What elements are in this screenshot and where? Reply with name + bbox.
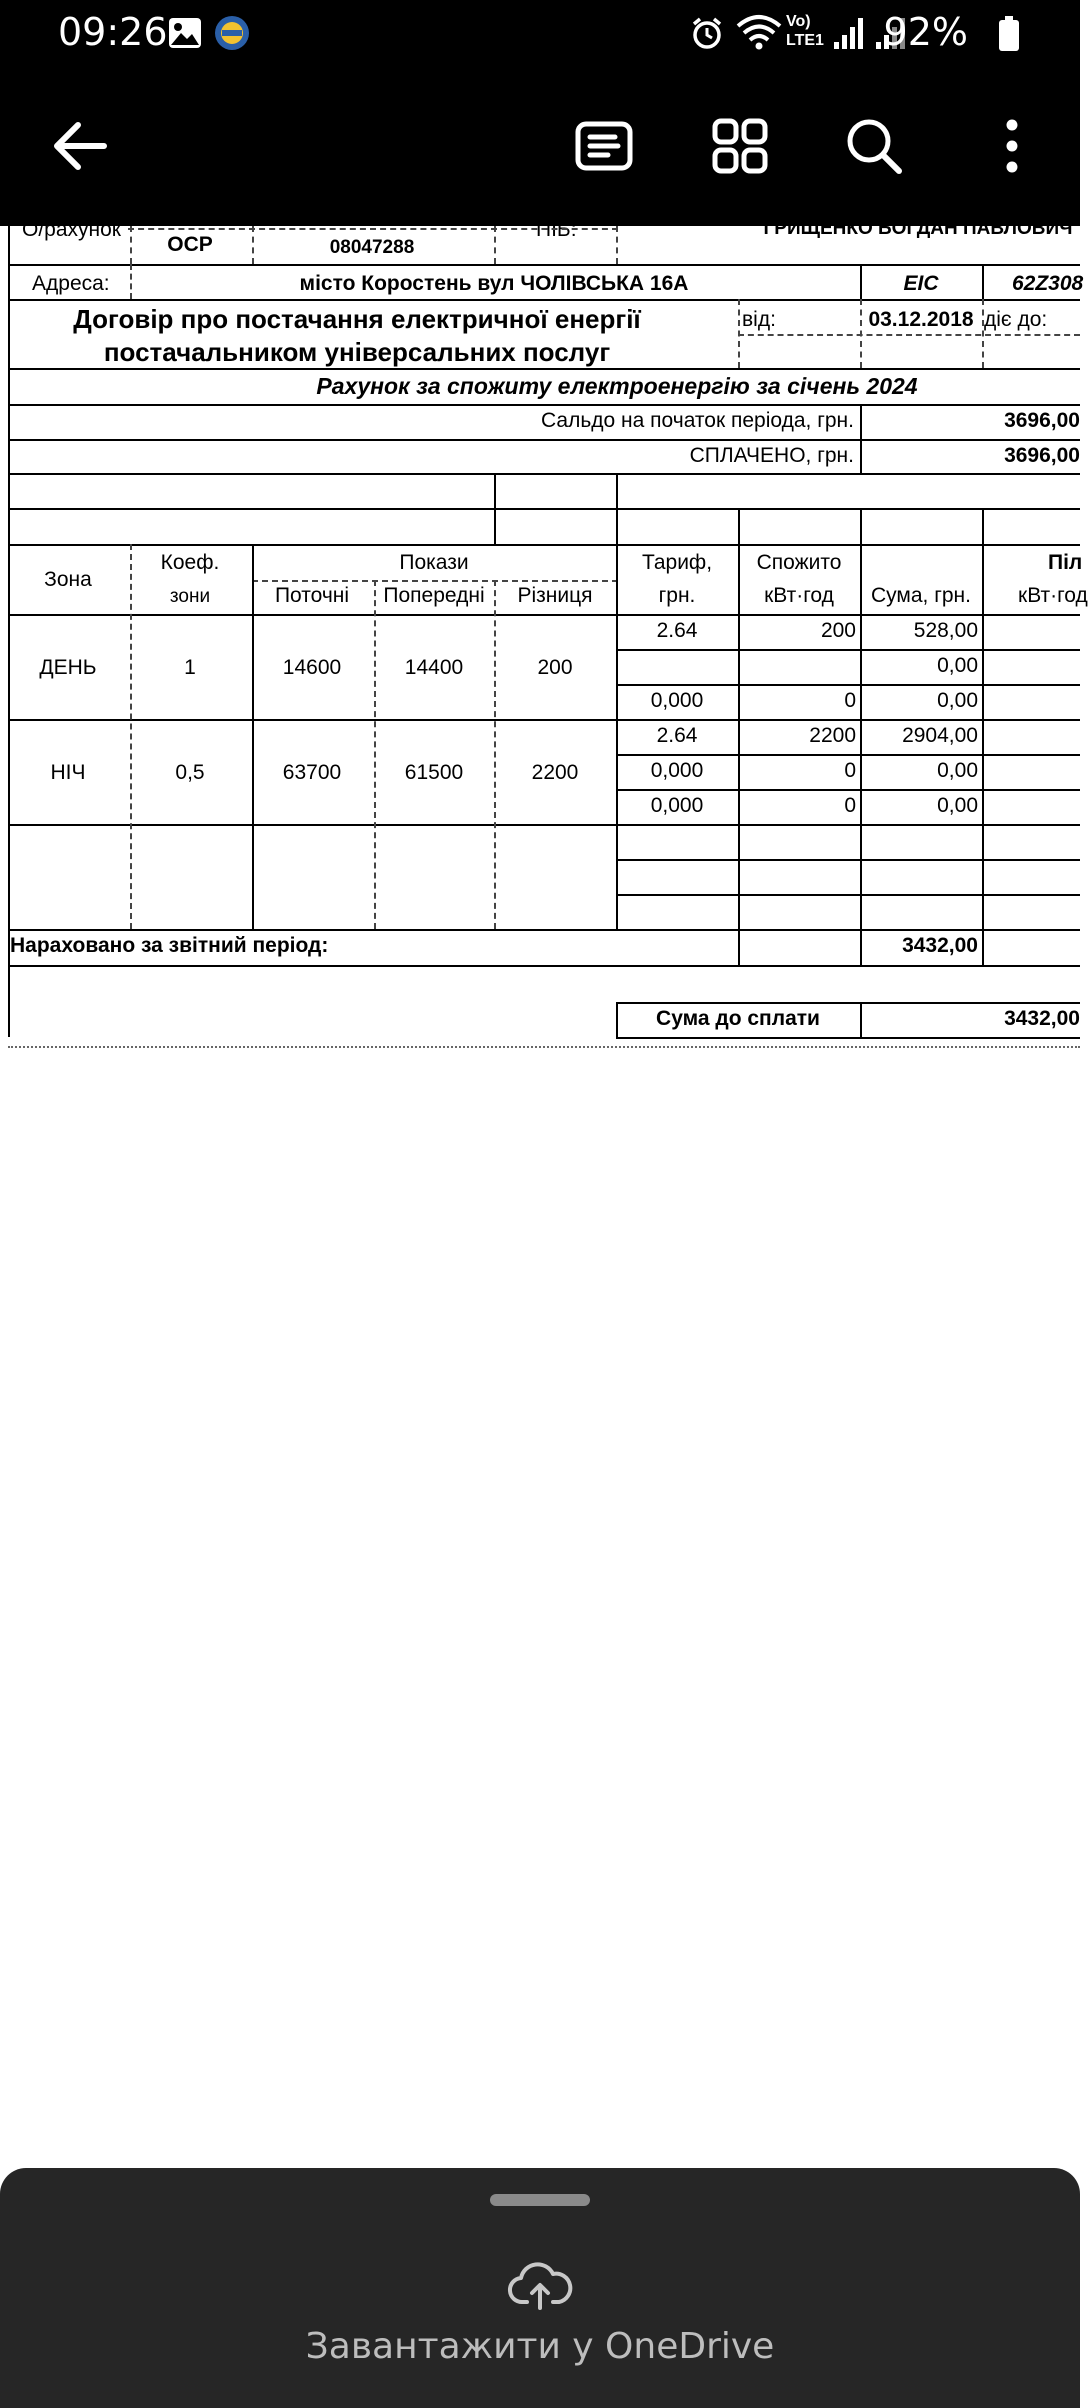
night-row-3-sum: 0,00 [937,794,978,817]
day-row-1-sum: 528,00 [913,619,978,642]
to-pay-value: 3432,00 [1004,1007,1080,1030]
header-previous: Попередні [383,584,485,607]
zone-day-current: 14600 [282,656,342,679]
sheet-drag-handle[interactable] [490,2194,590,2206]
to-pay-label: Сума до сплати [656,1007,820,1030]
accrued-label: Нараховано за звітний період: [10,934,329,957]
alarm-icon [690,16,724,55]
zone-night-coef: 0,5 [175,761,205,784]
pib-value: ГРИЩЕНКО БОГДАН ПАВЛОВИЧ [763,218,1073,239]
signal-strength-icon [832,16,866,55]
night-row-1-consumed: 2200 [809,724,856,747]
header-consumed-1: Спожито [756,551,842,574]
status-bar [0,0,1080,68]
app-notification-icon [214,15,250,56]
from-label: від: [742,308,776,331]
account-label: О/рахунок [22,218,121,241]
back-button[interactable] [42,108,118,184]
search-button[interactable] [836,108,912,184]
grid-view-button[interactable] [702,108,778,184]
status-time: 09:26 [58,10,168,54]
header-tariff-1: Тариф, [641,551,713,574]
night-row-2-sum: 0,00 [937,759,978,782]
day-row-3-consumed: 0 [844,689,856,712]
paid-value: 3696,00 [1004,444,1080,467]
header-coef-1: Коеф. [160,551,220,574]
grid-view-icon [712,118,768,174]
zone-day-name: ДЕНЬ [39,656,97,679]
zone-day-previous: 14400 [404,656,464,679]
text-view-button[interactable] [566,108,642,184]
text-view-icon [575,121,633,171]
gallery-notification-icon [168,17,202,54]
day-row-2-sum: 0,00 [937,654,978,677]
header-current: Поточні [274,584,350,607]
contract-line-2: постачальником універсальних послуг [103,337,611,367]
day-row-3-sum: 0,00 [937,689,978,712]
balance-value: 3696,00 [1004,409,1080,432]
accrued-value: 3432,00 [902,934,978,957]
more-options-button[interactable] [974,108,1050,184]
more-options-icon [1005,118,1019,174]
night-row-1-tariff: 2.64 [656,724,698,747]
night-row-1-sum: 2904,00 [902,724,978,747]
day-row-1-consumed: 200 [820,619,856,642]
header-tariff-2: грн. [658,584,696,607]
account-number: 08047288 [329,237,415,258]
search-icon [845,117,903,175]
night-row-3-consumed: 0 [844,794,856,817]
battery-percent: 92% [883,10,968,54]
header-benefit-2: кВт·год [1018,584,1088,607]
zone-night-difference: 2200 [531,761,579,784]
valid-until-label: діє до: [984,308,1048,331]
from-date: 03.12.2018 [868,308,974,331]
contract-line-1: Договір про постачання електричної енергії [73,304,641,334]
pib-label: ПІБ: [536,218,577,241]
zone-night-name: НІЧ [50,761,86,784]
back-arrow-icon [52,121,108,171]
header-readings: Покази [399,551,469,574]
header-consumed-2: кВт·год [764,584,834,607]
day-row-3-tariff: 0,000 [650,689,704,712]
eic-label: EIC [903,272,939,295]
invoice-title: Рахунок за спожиту електроенергію за січень 2024 [316,373,918,399]
address-value: місто Коростень вул ЧОЛІВСЬКА 16А [299,272,689,295]
day-row-1-tariff: 2.64 [656,619,698,642]
eic-value: 62Z308 [1012,272,1084,295]
header-sum: Сума, грн. [871,584,971,607]
onedrive-upload-label: Завантажити у OneDrive [305,2326,775,2367]
bottom-sheet [0,2168,1080,2408]
onedrive-upload-button[interactable] [280,2248,800,2398]
zone-day-difference: 200 [537,656,573,679]
night-row-2-tariff: 0,000 [650,759,704,782]
zone-night-previous: 61500 [404,761,464,784]
paid-label: СПЛАЧЕНО, грн. [689,444,854,467]
document-page[interactable] [0,218,1088,1056]
night-row-2-consumed: 0 [844,759,856,782]
header-difference: Різниця [517,584,593,607]
zone-day-coef: 1 [184,656,196,679]
wifi-icon [736,14,782,55]
volte-label: Vo) LTE1 [786,13,824,49]
osr-value: ОСР [167,233,213,256]
header-benefit-1: Піл [1048,551,1083,574]
address-label: Адреса: [32,272,110,295]
zone-night-current: 63700 [282,761,342,784]
cloud-upload-icon [509,2260,571,2310]
header-coef-2: зони [169,586,211,607]
night-row-3-tariff: 0,000 [650,794,704,817]
balance-label: Сальдо на початок періода, грн. [541,409,854,432]
viewer-toolbar [0,68,1080,226]
battery-icon [998,16,1020,57]
header-zone: Зона [44,568,92,591]
